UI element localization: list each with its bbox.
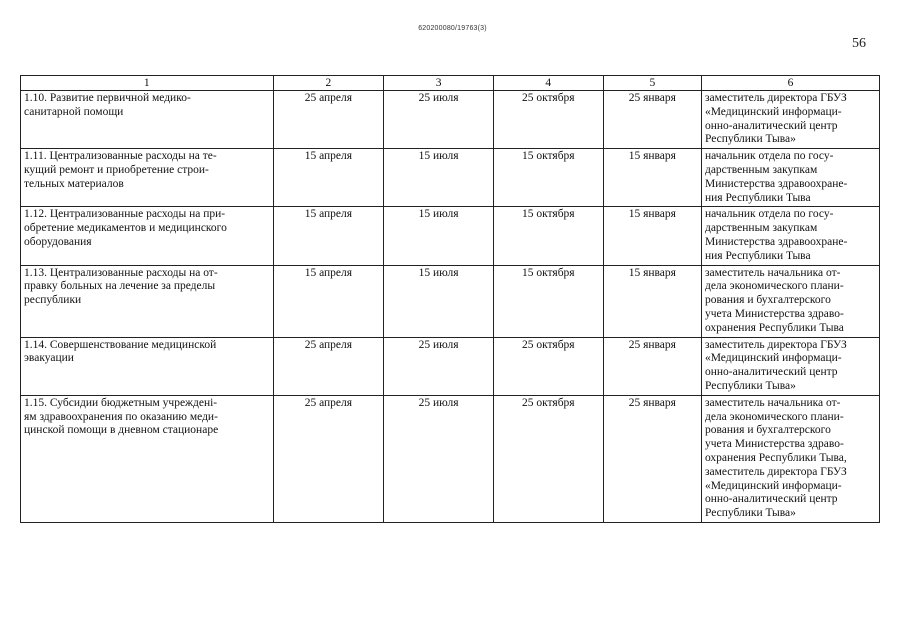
item-description-line: 1.12. Централизованные расходы на при-	[24, 208, 226, 221]
deadline-cell: 25 октября	[493, 91, 603, 149]
responsible-line: учета Министерства здраво-	[704, 307, 844, 320]
item-description-line: кущий ремонт и приобретение строи-	[24, 163, 209, 176]
table-row	[21, 207, 880, 265]
deadline-cell: 15 апреля	[273, 207, 384, 265]
deadline-cell: 15 апреля	[273, 265, 384, 337]
item-description-line: тельных материалов	[24, 177, 124, 190]
responsible-cell	[701, 149, 879, 207]
responsible-line: дарственным закупкам	[704, 163, 818, 176]
item-description-cell	[21, 207, 274, 265]
responsible-line: Республики Тыва»	[704, 507, 796, 520]
item-description-line: правку больных на лечение за пределы	[24, 280, 216, 293]
responsible-cell	[701, 207, 879, 265]
deadline-cell: 25 января	[603, 337, 701, 395]
responsible-line: заместитель директора ГБУЗ	[704, 465, 847, 478]
page-number: 56	[852, 36, 866, 51]
responsible-line: рования и бухгалтерского	[704, 294, 831, 307]
item-description-cell	[21, 265, 274, 337]
item-description-line: 1.11. Централизованные расходы на те-	[24, 150, 217, 163]
item-description-line: оборудования	[24, 235, 92, 248]
responsible-line: «Медицинский информаци-	[704, 479, 842, 492]
item-description-cell	[21, 395, 274, 522]
column-header: 4	[493, 76, 603, 91]
deadline-cell: 25 января	[603, 395, 701, 522]
deadline-cell: 25 октября	[493, 337, 603, 395]
item-description-line: 1.13. Централизованные расходы на от-	[24, 266, 218, 279]
deadline-cell: 15 января	[603, 265, 701, 337]
deadline-cell: 25 января	[603, 91, 701, 149]
table-row	[21, 395, 880, 522]
table-row	[21, 265, 880, 337]
responsible-line: дела экономического плани-	[704, 280, 844, 293]
column-header: 3	[384, 76, 494, 91]
responsible-line: Республики Тыва»	[704, 133, 796, 146]
responsible-line: онно-аналитический центр	[704, 366, 838, 379]
responsible-line: Министерства здравоохране-	[704, 177, 848, 190]
responsible-cell	[701, 337, 879, 395]
responsible-line: учета Министерства здраво-	[704, 438, 844, 451]
deadline-cell: 15 июля	[384, 207, 494, 265]
item-description-cell	[21, 337, 274, 395]
responsible-line: Республики Тыва»	[704, 379, 796, 392]
responsible-line: охранения Республики Тыва	[704, 321, 844, 334]
deadline-cell: 15 октября	[493, 207, 603, 265]
header-row	[21, 76, 880, 91]
deadline-cell: 25 июля	[384, 337, 494, 395]
responsible-line: ния Республики Тыва	[704, 249, 811, 262]
deadline-cell: 15 января	[603, 149, 701, 207]
column-header: 1	[21, 76, 274, 91]
responsible-line: онно-аналитический центр	[704, 119, 838, 132]
responsible-cell	[701, 91, 879, 149]
deadline-cell: 15 октября	[493, 149, 603, 207]
item-description-line: санитарной помощи	[24, 105, 124, 118]
responsible-cell	[701, 395, 879, 522]
deadline-cell: 25 октября	[493, 395, 603, 522]
item-description-line: республики	[24, 294, 82, 307]
item-description-line: цинской помощи в дневном стационаре	[24, 424, 219, 437]
item-description-line: 1.14. Совершенствование медицинской	[24, 338, 217, 351]
responsible-line: ния Республики Тыва	[704, 191, 811, 204]
deadline-cell: 15 апреля	[273, 149, 384, 207]
deadline-cell: 25 апреля	[273, 395, 384, 522]
schedule-table	[20, 75, 880, 523]
deadline-cell: 15 октября	[493, 265, 603, 337]
responsible-line: заместитель директора ГБУЗ	[704, 338, 847, 351]
responsible-line: рования и бухгалтерского	[704, 424, 831, 437]
responsible-cell	[701, 265, 879, 337]
responsible-line: дарственным закупкам	[704, 222, 818, 235]
item-description-cell	[21, 149, 274, 207]
responsible-line: «Медицинский информаци-	[704, 105, 842, 118]
column-header: 2	[273, 76, 384, 91]
deadline-cell: 15 июля	[384, 149, 494, 207]
item-description-line: эвакуации	[24, 352, 74, 365]
deadline-cell: 15 января	[603, 207, 701, 265]
deadline-cell: 25 апреля	[273, 91, 384, 149]
responsible-line: начальник отдела по госу-	[704, 208, 834, 221]
item-description-cell	[21, 91, 274, 149]
responsible-line: Министерства здравоохране-	[704, 235, 848, 248]
responsible-line: заместитель директора ГБУЗ	[704, 92, 847, 104]
responsible-line: онно-аналитический центр	[704, 493, 838, 506]
table-row	[21, 91, 880, 149]
item-description-line: 1.15. Субсидии бюджетным учрежденi-	[24, 396, 218, 409]
table-row	[21, 149, 880, 207]
column-header: 6	[701, 76, 879, 91]
responsible-line: начальник отдела по госу-	[704, 150, 834, 163]
item-description-line: обретение медикаментов и медицинского	[24, 222, 227, 235]
item-description-line: ям здравоохранения по оказанию меди-	[24, 410, 218, 423]
item-description-line: 1.10. Развитие первичной медико-	[24, 92, 191, 104]
deadline-cell: 25 июля	[384, 395, 494, 522]
table-row	[21, 337, 880, 395]
column-header: 5	[603, 76, 701, 91]
deadline-cell: 25 июля	[384, 91, 494, 149]
deadline-cell: 25 апреля	[273, 337, 384, 395]
responsible-line: заместитель начальника от-	[704, 266, 841, 279]
document-id: 620200080/19763(3)	[418, 25, 487, 32]
responsible-line: дела экономического плани-	[704, 410, 844, 423]
responsible-line: «Медицинский информаци-	[704, 352, 842, 365]
deadline-cell: 15 июля	[384, 265, 494, 337]
table-body	[21, 91, 880, 523]
responsible-line: охранения Республики Тыва,	[704, 451, 847, 464]
responsible-line: заместитель начальника от-	[704, 396, 841, 409]
